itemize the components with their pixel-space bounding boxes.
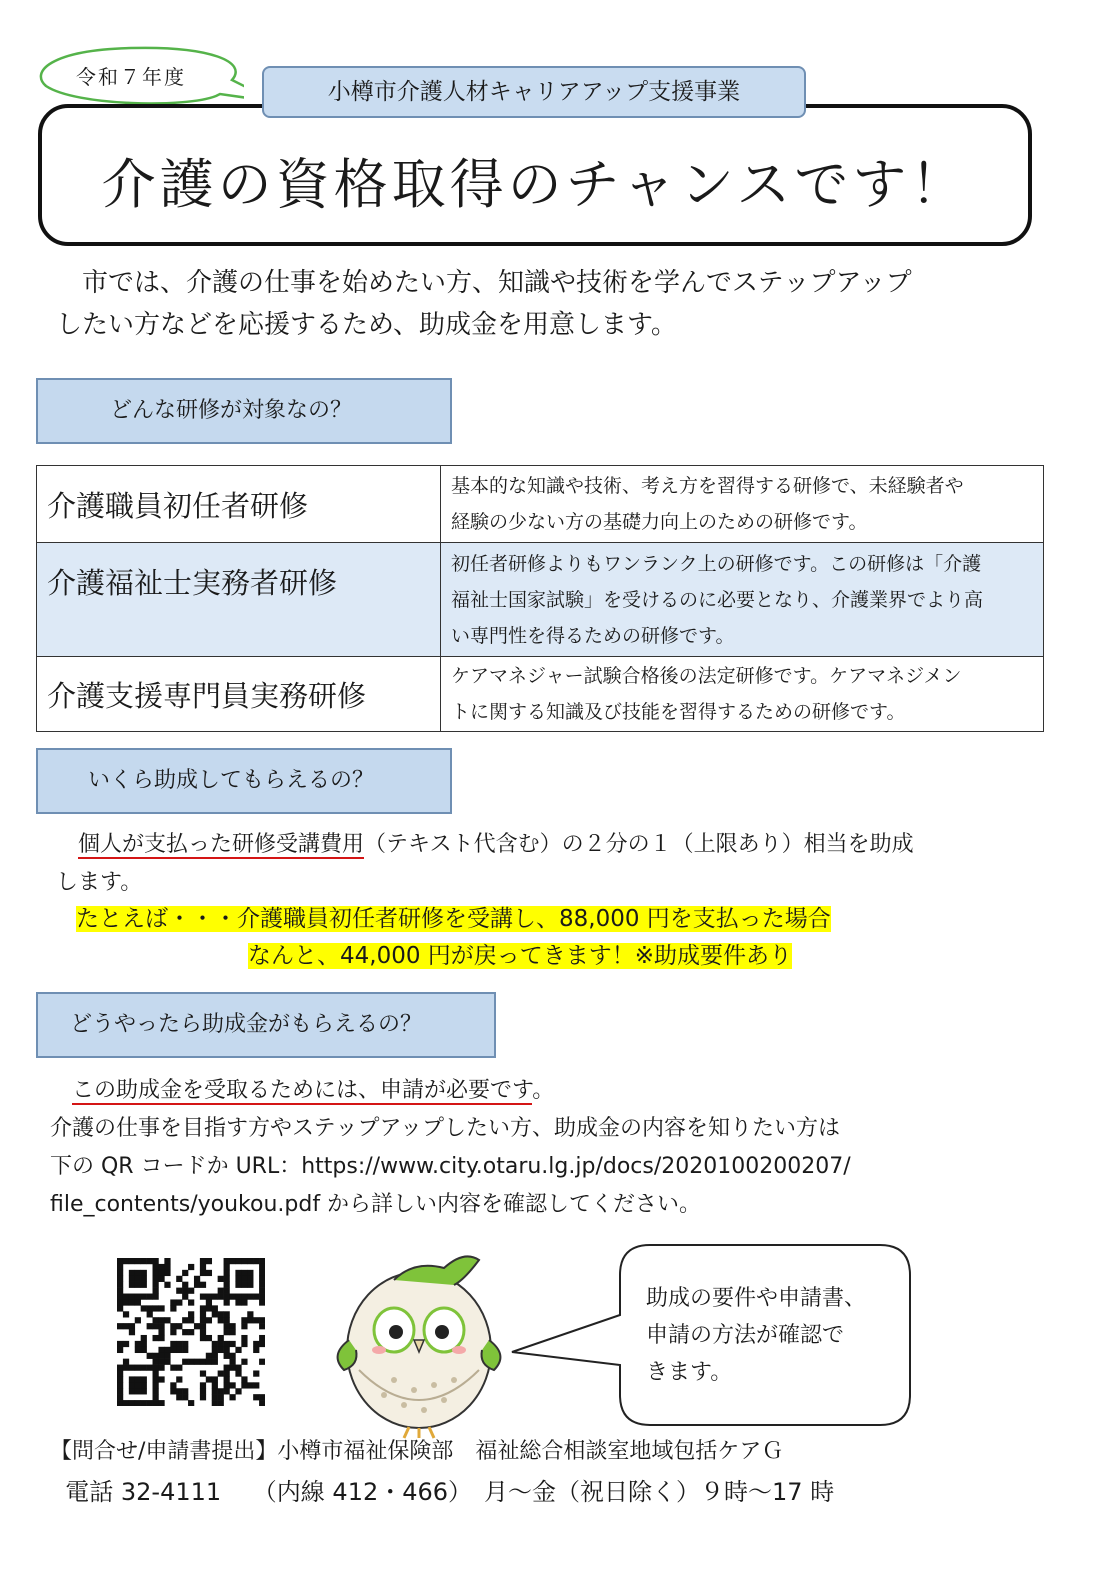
underlined-text: 個人が支払った研修受講費用 (78, 832, 365, 857)
training-description (441, 657, 1044, 732)
speech-line-2: 申請の方法が確認で (646, 1323, 845, 1348)
fiscal-year-label: 令和７年度 (76, 65, 186, 89)
application-note: この助成金を受取るためには、申請が必要です。 (72, 1078, 555, 1103)
example-line-2 (248, 937, 792, 975)
desc-line: 福祉士国家試験」を受けるのに必要となり、介護業界でより高 (451, 588, 984, 611)
speech-line-1: 助成の要件や申請書、 (646, 1286, 867, 1311)
training-description (441, 466, 1044, 543)
intro-line-2: したい方などを応援するため、助成金を用意します。 (56, 310, 677, 340)
underlined-text: この助成金を受取るためには、申請が必要です (72, 1078, 533, 1103)
intro-line-1: 市では、介護の仕事を始めたい方、知識や技術を学んでステップアップ (56, 268, 912, 298)
application-line-1: 介護の仕事を目指す方やステップアップしたい方、助成金の内容を知りたい方は (50, 1116, 841, 1141)
qr-code-icon[interactable] (117, 1258, 265, 1406)
subsidy-line-1 (56, 826, 1046, 864)
table-row (37, 466, 1044, 543)
table-row (37, 657, 1044, 732)
desc-line: い専門性を得るための研修です。 (451, 624, 735, 647)
training-name: 介護福祉士実務者研修 (37, 543, 441, 657)
desc-line: 基本的な知識や技術、考え方を習得する研修で、未経験者や (451, 475, 964, 497)
subsidy-amount-text (56, 826, 1046, 902)
section-heading-subsidy-amount: いくら助成してもらえるの？ (36, 748, 452, 814)
desc-line: ケアマネジャー試験合格後の法定研修です。ケアマネジメン (451, 665, 962, 687)
table-row (37, 543, 1044, 657)
desc-line: 初任者研修よりもワンランク上の研修です。この研修は「介護 (451, 552, 982, 575)
speech-text (646, 1280, 906, 1391)
training-name: 介護支援専門員実務研修 (37, 657, 441, 732)
training-description (441, 543, 1044, 657)
intro-paragraph (56, 262, 1046, 346)
url-line[interactable]: 下の QR コードか URL：https://www.city.otaru.lg.jp/docs/2020100200207/ (50, 1154, 851, 1179)
fiscal-year-bubble (36, 44, 244, 104)
example-line-1 (76, 900, 831, 938)
owl-mascot-icon (324, 1240, 514, 1440)
application-text (50, 1072, 1050, 1224)
desc-line: 経験の少ない方の基礎力向上のための研修です。 (451, 511, 868, 533)
url-line-cont[interactable]: file_contents/youkou.pdf から詳しい内容を確認してください。 (50, 1192, 702, 1217)
speech-line-3: きます。 (646, 1360, 733, 1385)
highlighted-text: たとえば・・・介護職員初任者研修を受講し、88,000 円を支払った場合 (76, 906, 831, 932)
training-name: 介護職員初任者研修 (37, 466, 441, 543)
highlighted-text: なんと、44,000 円が戻ってきます！※助成要件あり (248, 943, 793, 969)
program-name-tab: 小樽市介護人材キャリアアップ支援事業 (262, 66, 806, 118)
contact-line-1: 【問合せ/申請書提出】小樽市福祉保険部 福祉総合相談室地域包括ケアＧ (50, 1439, 784, 1464)
contact-line-2: 電話 32-4111 （内線 412・466） 月～金（祝日除く）９時～17 時 (50, 1478, 835, 1506)
desc-line: トに関する知識及び技能を習得するための研修です。 (451, 701, 906, 723)
training-table (36, 465, 1044, 732)
subsidy-rest: （テキスト代含む）の２分の１（上限あり）相当を助成 (364, 832, 914, 857)
headline: 介護の資格取得のチャンスです！ (101, 153, 969, 216)
section-heading-training: どんな研修が対象なの？ (36, 378, 452, 444)
section-heading-how-to-apply: どうやったら助成金がもらえるの？ (36, 992, 496, 1058)
subsidy-line-2: します。 (56, 870, 143, 895)
title-box (38, 104, 1032, 246)
